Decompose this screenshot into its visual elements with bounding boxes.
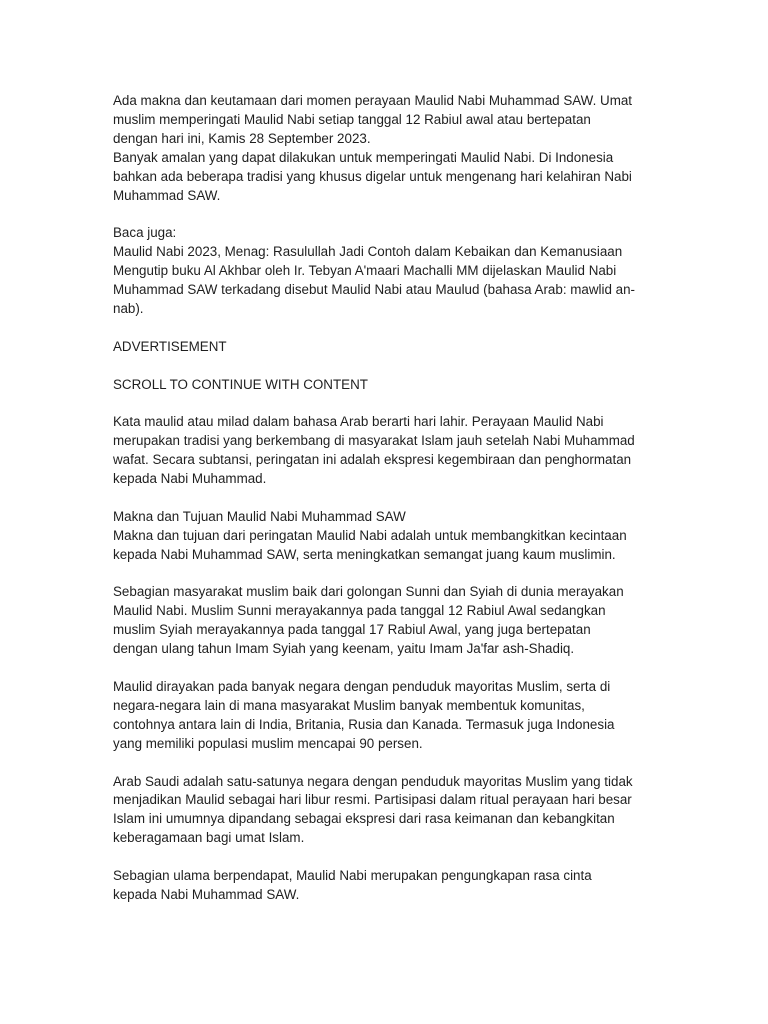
- related-article-link[interactable]: Maulid Nabi 2023, Menag: Rasulullah Jadi Contoh dalam Kebaikan dan Kemanusiaan: [113, 244, 623, 260]
- text-line: Islam ini umumnya dipandang sebagai ekspresi dari rasa keimanan dan kebangkitan: [113, 811, 615, 827]
- advertisement-label: [113, 338, 661, 357]
- text-line: bahkan ada beberapa tradisi yang khusus digelar untuk mengenang hari kelahiran Nabi: [113, 168, 632, 184]
- text-line: Sebagian masyarakat muslim baik dari golongan Sunni dan Syiah di dunia merayakan: [113, 584, 624, 600]
- text-line: SCROLL TO CONTINUE WITH CONTENT: [113, 376, 368, 392]
- text-line: Makna dan tujuan dari peringatan Maulid Nabi adalah untuk membangkitkan kecintaan: [113, 527, 627, 543]
- text-line: Sebagian ulama berpendapat, Maulid Nabi merupakan pengungkapan rasa cinta: [113, 868, 592, 884]
- text-line: merupakan tradisi yang berkembang di masyarakat Islam jauh setelah Nabi Muhammad: [113, 433, 635, 449]
- text-line: contohnya antara lain di India, Britania, Rusia dan Kanada. Termasuk juga Indonesia: [113, 716, 615, 732]
- text-line: Maulid Nabi. Muslim Sunni merayakannya pada tanggal 12 Rabiul Awal sedangkan: [113, 603, 606, 619]
- text-line: muslim Syiah merayakannya pada tanggal 17 Rabiul Awal, yang juga bertepatan: [113, 622, 591, 638]
- paragraph-countries: [113, 678, 661, 754]
- text-line: Baca juga:: [113, 225, 177, 241]
- paragraph-definition: [113, 413, 661, 489]
- text-line: ADVERTISEMENT: [113, 338, 227, 354]
- text-line: Maulid dirayakan pada banyak negara dengan penduduk mayoritas Muslim, serta di: [113, 678, 611, 694]
- text-line: Ada makna dan keutamaan dari momen perayaan Maulid Nabi Muhammad SAW. Umat: [113, 93, 633, 108]
- text-line: keberagamaan bagi umat Islam.: [113, 830, 305, 846]
- paragraph-makna-tujuan: [113, 508, 661, 565]
- text-line: Muhammad SAW.: [113, 187, 221, 203]
- text-line: dengan ulang tahun Imam Syiah yang keenam, yaitu Imam Ja'far ash-Shadiq.: [113, 641, 575, 657]
- text-line: wafat. Secara subtansi, peringatan ini adalah ekspresi kegembiraan dan penghormatan: [113, 452, 632, 468]
- paragraph-intro: [113, 92, 661, 205]
- section-heading: Makna dan Tujuan Maulid Nabi Muhammad SAW: [113, 508, 406, 524]
- text-line: Arab Saudi adalah satu-satunya negara dengan penduduk mayoritas Muslim yang tidak: [113, 773, 633, 789]
- paragraph-sunni-syiah: [113, 583, 661, 659]
- text-line: kepada Nabi Muhammad.: [113, 471, 267, 487]
- paragraph-baca-juga: [113, 224, 661, 319]
- scroll-to-continue-label: [113, 376, 661, 395]
- article-body: [113, 92, 661, 924]
- paragraph-arab-saudi: [113, 773, 661, 849]
- text-line: kepada Nabi Muhammad SAW, serta meningkatkan semangat juang kaum muslimin.: [113, 546, 616, 562]
- text-line: yang memiliki populasi muslim mencapai 90 persen.: [113, 735, 423, 751]
- text-line: dengan hari ini, Kamis 28 September 2023.: [113, 130, 371, 146]
- text-line: nab).: [113, 300, 144, 316]
- text-line: muslim memperingati Maulid Nabi setiap tanggal 12 Rabiul awal atau bertepatan: [113, 111, 591, 127]
- text-line: Mengutip buku Al Akhbar oleh Ir. Tebyan A'maari Machalli MM dijelaskan Maulid Nabi: [113, 263, 617, 279]
- text-line: kepada Nabi Muhammad SAW.: [113, 886, 300, 902]
- text-line: negara-negara lain di mana masyarakat Muslim banyak membentuk komunitas,: [113, 697, 585, 713]
- text-line: Muhammad SAW terkadang disebut Maulid Nabi atau Maulud (bahasa Arab: mawlid an-: [113, 282, 636, 298]
- text-line: menjadikan Maulid sebagai hari libur resmi. Partisipasi dalam ritual perayaan hari besar: [113, 792, 632, 808]
- text-line: Kata maulid atau milad dalam bahasa Arab berarti hari lahir. Perayaan Maulid Nabi: [113, 414, 604, 430]
- paragraph-ulama: [113, 867, 661, 905]
- text-line: Banyak amalan yang dapat dilakukan untuk memperingati Maulid Nabi. Di Indonesia: [113, 149, 614, 165]
